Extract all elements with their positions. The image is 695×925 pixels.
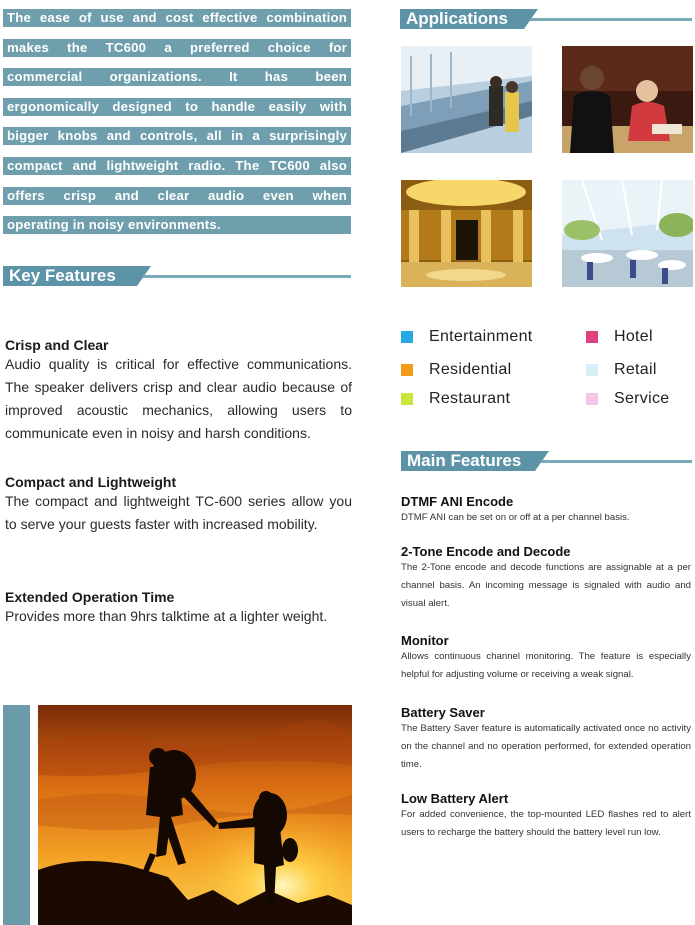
header-rule — [143, 275, 351, 278]
main-feature-body: The Battery Saver feature is automatically activated once no activity on the channel and no operation performed, for extended operation time. — [401, 723, 691, 770]
intro-line: operating in noisy environments. — [3, 216, 351, 234]
main-feature-title: Monitor — [401, 633, 449, 648]
main-feature-body: DTMF ANI can be set on or off at a per channel basis. — [401, 512, 630, 523]
legend-label: Service — [614, 390, 670, 407]
main-feature-item — [401, 791, 691, 842]
hikers-sunset-photo — [38, 705, 352, 925]
legend-label: Hotel — [614, 328, 653, 345]
intro-paragraph — [3, 9, 351, 246]
intro-line: bigger knobs and controls, all in a surprisingly — [3, 127, 351, 145]
main-feature-item — [401, 705, 691, 774]
main-features-header — [401, 451, 692, 471]
main-feature-title: DTMF ANI Encode — [401, 494, 514, 509]
legend-label: Residential — [429, 361, 512, 378]
hotel-reception-photo — [562, 46, 693, 153]
restaurant-photo — [562, 180, 693, 287]
key-feature-title: Extended Operation Time — [5, 589, 175, 605]
key-feature-body: Audio quality is critical for effective communications. The speaker delivers crisp and clear audio because of improved acoustic mechanics, allowing users to communicate even in noisy and harsh conditions. — [5, 356, 352, 441]
intro-line: ergonomically designed to handle easily with — [3, 98, 351, 116]
section-heading: Main Features — [401, 451, 535, 471]
key-feature-title: Crisp and Clear — [5, 337, 109, 353]
main-feature-title: Battery Saver — [401, 705, 485, 720]
legend-label: Restaurant — [429, 390, 511, 407]
intro-line: makes the TC600 a preferred choice for — [3, 39, 351, 57]
main-feature-item — [401, 494, 691, 527]
intro-line: offers crisp and clear audio even when — [3, 187, 351, 205]
legend-label: Entertainment — [429, 328, 533, 345]
key-feature-item — [5, 337, 352, 445]
service-swatch — [586, 393, 598, 405]
main-feature-body: For added convenience, the top-mounted LED flashes red to alert users to recharge the battery should the battery level run low. — [401, 809, 691, 838]
escalator-photo — [401, 46, 532, 153]
key-feature-item — [5, 474, 352, 536]
photo-side-bar — [3, 705, 30, 925]
section-heading: Applications — [400, 9, 524, 29]
main-feature-title: 2-Tone Encode and Decode — [401, 544, 571, 559]
main-feature-body: The 2-Tone encode and decode functions are assignable at a per channel basis. An incoming message is signaled with audio and visual alert. — [401, 562, 691, 609]
retail-swatch — [586, 364, 598, 376]
grand-lobby-photo — [401, 180, 532, 287]
key-features-header — [3, 266, 351, 286]
applications-header — [400, 9, 692, 29]
key-feature-body: Provides more than 9hrs talktime at a lighter weight. — [5, 608, 328, 624]
residential-swatch — [401, 364, 413, 376]
section-heading: Key Features — [3, 266, 137, 286]
main-feature-title: Low Battery Alert — [401, 791, 509, 806]
main-feature-body: Allows continuous channel monitoring. The feature is especially helpful for adjusting volume or receiving a weak signal. — [401, 651, 691, 680]
intro-line: compact and lightweight radio. The TC600 also — [3, 157, 351, 175]
header-rule — [541, 460, 692, 463]
restaurant-swatch — [401, 393, 413, 405]
main-feature-item — [401, 633, 691, 684]
intro-line: commercial organizations. It has been — [3, 68, 351, 86]
main-feature-item — [401, 544, 691, 613]
intro-line: The ease of use and cost effective combination — [3, 9, 351, 27]
key-feature-body: The compact and lightweight TC-600 series allow you to serve your guests faster with increased mobility. — [5, 493, 352, 532]
key-feature-title: Compact and Lightweight — [5, 474, 177, 490]
header-rule — [530, 18, 692, 21]
entertainment-swatch — [401, 331, 413, 343]
hotel-swatch — [586, 331, 598, 343]
legend-label: Retail — [614, 361, 657, 378]
key-feature-item — [5, 589, 352, 628]
